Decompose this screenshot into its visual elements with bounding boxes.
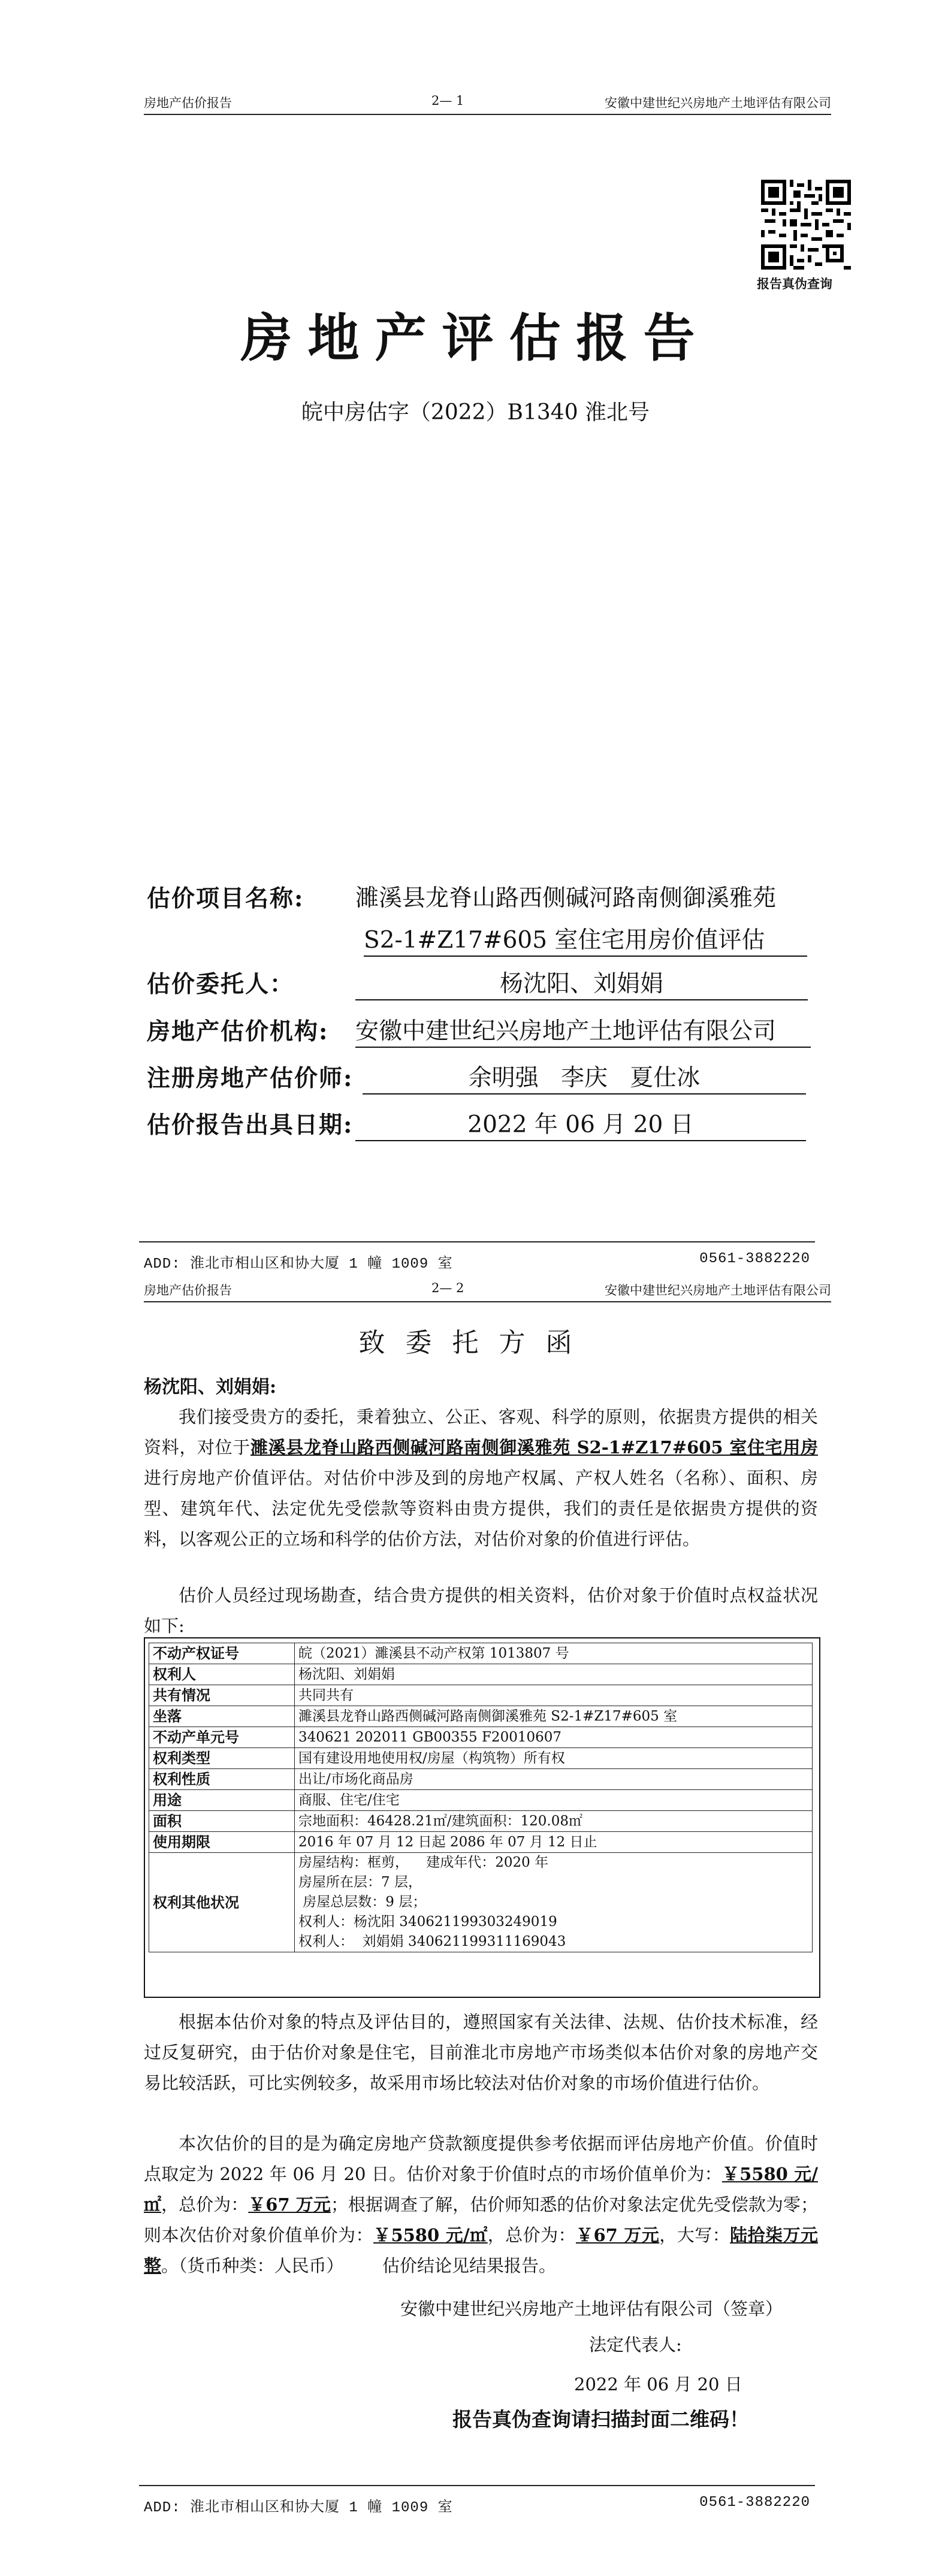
paragraph-conclusion bbox=[144, 2128, 818, 2281]
table-key-cell: 权利其他状况 bbox=[149, 1853, 295, 1952]
appraisers-value: 余明强 李庆 夏仕冰 bbox=[363, 1063, 806, 1095]
property-address: 濉溪县龙脊山路西侧碱河路南侧御溪雅苑 S2-1#Z17#605 室住宅用房 bbox=[250, 1437, 818, 1458]
table-row bbox=[149, 1643, 813, 1664]
table-key-cell: 面积 bbox=[149, 1811, 295, 1832]
table-key-cell: 不动产单元号 bbox=[149, 1727, 295, 1748]
signature-representative: 法定代表人: bbox=[589, 2335, 682, 2355]
table-row bbox=[149, 1685, 813, 1706]
paragraph-survey: 估价人员经过现场勘查，结合贵方提供的相关资料，估价对象于价值时点权益状况如下: bbox=[144, 1585, 818, 1636]
table-value-cell: 共同共有 bbox=[295, 1685, 813, 1706]
other-status-line: 权利人： 刘娟娟 340621199311169043 bbox=[298, 1934, 566, 1949]
qr-code-icon[interactable] bbox=[761, 180, 851, 270]
date-value: 2022 年 06 月 20 日 bbox=[355, 1110, 806, 1141]
table-key-cell: 不动产权证号 bbox=[149, 1643, 295, 1664]
table-value-cell: 340621 202011 GB00355 F20010607 bbox=[295, 1727, 813, 1748]
page1-footer bbox=[139, 1241, 815, 1272]
table-key-cell: 权利人 bbox=[149, 1664, 295, 1685]
page1-header bbox=[144, 87, 831, 115]
table-value-cell: 商服、住宅/住宅 bbox=[295, 1790, 813, 1811]
other-status-line: 权利人：杨沈阳 340621199303249019 bbox=[298, 1914, 557, 1930]
table-row bbox=[149, 1727, 813, 1748]
table-row bbox=[149, 1769, 813, 1790]
table-value-cell: 出让/市场化商品房 bbox=[295, 1769, 813, 1790]
table-value-cell: 濉溪县龙脊山路西侧碱河路南侧御溪雅苑 S2-1#Z17#605 室 bbox=[295, 1706, 813, 1727]
qr-caption: 报告真伪查询 bbox=[757, 276, 832, 291]
page2-footer bbox=[139, 2485, 815, 2516]
table-row bbox=[149, 1748, 813, 1769]
para4-start: 本次估价的目的是为确定房地产贷款额度提供参考依据而评估房地产价值。价值时点取定为 2022 年 06 月 20 日。估价对象于价值时点的市场价值单价为： bbox=[144, 2133, 818, 2184]
para1-end: 进行房地产价值评估。对估价中涉及到的房地产权属、产权人姓名（名称）、面积、房型、建筑年代、法定优先受偿款等资料由贵方提供，我们的责任是依据贵方提供的资料，以客观公正的立场和科学的估价方法，对估价对象的价值进行评估。 bbox=[144, 1468, 818, 1549]
header-left-text: 房地产估价报告 bbox=[144, 1283, 232, 1298]
table-value-cell: 国有建设用地使用权/房屋（构筑物）所有权 bbox=[295, 1748, 813, 1769]
client-value: 杨沈阳、刘娟娟 bbox=[355, 969, 808, 1000]
header-company: 安徽中建世纪兴房地产土地评估有限公司 bbox=[605, 96, 831, 110]
paragraph-intro bbox=[144, 1402, 818, 1555]
page-title: 房地产评估报告 bbox=[240, 308, 711, 368]
project-value-line2: S2-1#Z17#605 室住宅用房价值评估 bbox=[364, 926, 807, 957]
date-label: 估价报告出具日期: bbox=[147, 1111, 354, 1139]
para4-end: 。（货币种类：人民币） 估价结论见结果报告。 bbox=[161, 2255, 557, 2276]
footer-phone: 0561-3882220 bbox=[699, 1251, 810, 1267]
agency-label: 房地产估价机构: bbox=[147, 1018, 329, 1045]
unit-price-final: ￥5580 元/㎡ bbox=[373, 2225, 488, 2245]
header-page-number: 2— 1 bbox=[431, 93, 464, 108]
table-value-cell: 杨沈阳、刘娟娟 bbox=[295, 1664, 813, 1685]
unit-price: ￥5580 元/㎡ bbox=[144, 2164, 819, 2215]
table-row-other-status bbox=[149, 1853, 813, 1952]
para4-total-label-2: ，总价为： bbox=[487, 2225, 576, 2245]
agency-value: 安徽中建世纪兴房地产土地评估有限公司 bbox=[355, 1017, 811, 1048]
page2-header bbox=[144, 1275, 831, 1302]
total-price: ￥67 万元 bbox=[248, 2194, 331, 2215]
other-status-line: 房屋所在层：7 层， bbox=[298, 1874, 422, 1890]
table-value-cell: 宗地面积：46428.21㎡/建筑面积：120.08㎡ bbox=[295, 1811, 813, 1832]
total-price-final: ￥67 万元 bbox=[576, 2225, 660, 2245]
table-row bbox=[149, 1706, 813, 1727]
verification-note: 报告真伪查询请扫描封面二维码！ bbox=[452, 2408, 749, 2431]
table-key-cell: 使用期限 bbox=[149, 1832, 295, 1853]
header-company: 安徽中建世纪兴房地产土地评估有限公司 bbox=[605, 1283, 831, 1298]
appraisers-label: 注册房地产估价师: bbox=[147, 1065, 354, 1092]
table-row bbox=[149, 1832, 813, 1853]
footer-address: ADD: 淮北市相山区和协大厦 1 幢 1009 室 bbox=[144, 1256, 453, 1272]
table-key-cell: 权利类型 bbox=[149, 1748, 295, 1769]
table-row bbox=[149, 1811, 813, 1832]
para4-total-label: ，总价为： bbox=[161, 2194, 249, 2215]
table-row bbox=[149, 1664, 813, 1685]
other-status-line: 房屋结构：框剪， 建成年代：2020 年 bbox=[298, 1855, 549, 1870]
project-label: 估价项目名称: bbox=[147, 885, 304, 912]
signature-company: 安徽中建世纪兴房地产土地评估有限公司（签章） bbox=[400, 2299, 783, 2319]
table-row bbox=[149, 1790, 813, 1811]
para1-start: 我们接受贵方的委托，秉着独立、公正、客观、科学的原则，依据贵方提供的相关资料，对位于 bbox=[144, 1407, 818, 1458]
footer-phone: 0561-3882220 bbox=[699, 2495, 810, 2511]
table-value-cell: 皖（2021）濉溪县不动产权第 1013807 号 bbox=[295, 1643, 813, 1664]
table-key-cell: 共有情况 bbox=[149, 1685, 295, 1706]
table-key-cell: 权利性质 bbox=[149, 1769, 295, 1790]
signature-date: 2022 年 06 月 20 日 bbox=[574, 2374, 742, 2394]
table-key-cell: 坐落 bbox=[149, 1706, 295, 1727]
header-page-number: 2— 2 bbox=[431, 1281, 464, 1295]
table-value-cell-multiline bbox=[295, 1853, 813, 1952]
client-label: 估价委托人： bbox=[147, 970, 295, 998]
paragraph-method: 根据本估价对象的特点及评估目的，遵照国家有关法律、法规、估价技术标准，经过反复研究，由于估价对象是住宅，目前淮北市房地产市场类似本估价对象的房地产交易比较活跃，可比实例较多，故采用市场比较法对估价对象的市场价值进行估价。 bbox=[144, 2012, 818, 2093]
letter-title: 致委托方函 bbox=[358, 1328, 593, 1358]
para4-words-label: ，大写： bbox=[659, 2225, 730, 2245]
letter-salutation: 杨沈阳、刘娟娟: bbox=[144, 1377, 277, 1398]
header-left-text: 房地产估价报告 bbox=[144, 96, 232, 110]
para4-mid: ；根据调查了解，估价师知悉的估价对象法定优先受偿款为零；则本次估价对象价值单价为： bbox=[144, 2194, 818, 2245]
table-value-cell: 2016 年 07 月 12 日起 2086 年 07 月 12 日止 bbox=[295, 1832, 813, 1853]
project-value-line1: 濉溪县龙脊山路西侧碱河路南侧御溪雅苑 bbox=[355, 885, 777, 912]
price-in-words: 陆拾柒万元整 bbox=[144, 2225, 818, 2276]
document-number: 皖中房估字（2022）B1340 淮北号 bbox=[301, 400, 650, 425]
footer-address: ADD: 淮北市相山区和协大厦 1 幢 1009 室 bbox=[144, 2500, 453, 2516]
table-key-cell: 用途 bbox=[149, 1790, 295, 1811]
rights-table bbox=[149, 1643, 813, 1952]
other-status-line: 房屋总层数：9 层； bbox=[298, 1894, 427, 1910]
